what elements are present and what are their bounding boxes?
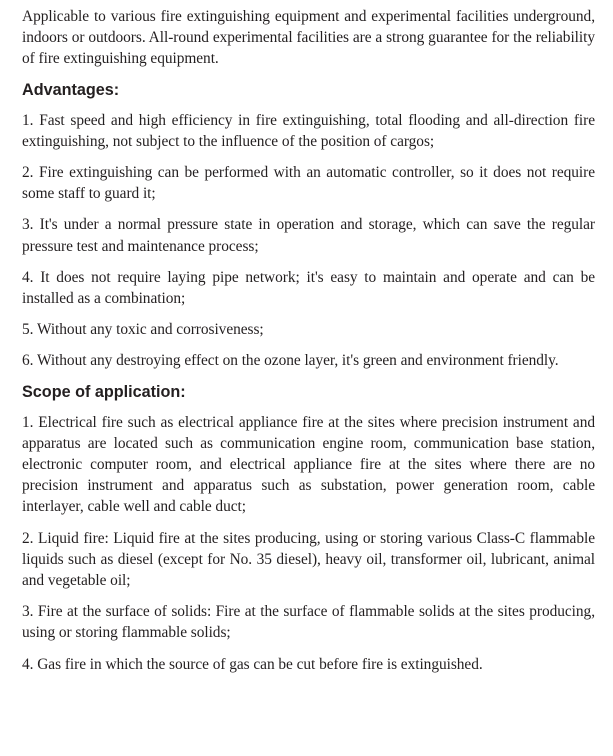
- advantages-heading: Advantages:: [22, 80, 120, 99]
- advantage-item-6: 6. Without any destroying effect on the ozone layer, it's green and environment friendly.: [22, 352, 559, 370]
- scope-item-3: 3. Fire at the surface of solids: Fire at the surface of flammable solids at the sites producing, using or storing flammable solids;: [22, 603, 595, 642]
- scope-list: [22, 412, 595, 675]
- scope-item-1: 1. Electrical fire such as electrical appliance fire at the sites where precision instrument and apparatus are located such as communication engine room, communication base station, electronic computer room, and electrical appliance fire at the sites where there are no precision instrument and apparatus such as substation, power generation room, cable interlayer, cable well and cable duct;: [22, 413, 595, 516]
- scope-item-2: 2. Liquid fire: Liquid fire at the sites producing, using or storing various Class-C flammable liquids such as diesel (except for No. 35 diesel), heavy oil, transformer oil, lubricant, animal and vegetable oil;: [22, 529, 595, 590]
- advantage-item-2: 2. Fire extinguishing can be performed with an automatic controller, so it does not require some staff to guard it;: [22, 164, 595, 203]
- advantages-list: [22, 110, 595, 372]
- advantage-item-5: 5. Without any toxic and corrosiveness;: [22, 321, 264, 339]
- scope-heading: Scope of application:: [22, 382, 186, 401]
- scope-item-4: 4. Gas fire in which the source of gas can be cut before fire is extinguished.: [22, 655, 483, 673]
- advantage-item-4: 4. It does not require laying pipe network; it's easy to maintain and operate and can be installed as a combination;: [22, 268, 595, 308]
- intro-paragraph: Applicable to various fire extinguishing equipment and experimental facilities underground, indoors or outdoors. All-round experimental facilities are a strong guarantee for the reliability of fire extinguishing equipment.: [22, 8, 595, 68]
- advantage-item-3: 3. It's under a normal pressure state in operation and storage, which can save the regular pressure test and maintenance process;: [22, 216, 595, 255]
- advantage-item-1: 1. Fast speed and high efficiency in fire extinguishing, total flooding and all-direction fire extinguishing, not subject to the influence of the position of cargos;: [22, 111, 595, 150]
